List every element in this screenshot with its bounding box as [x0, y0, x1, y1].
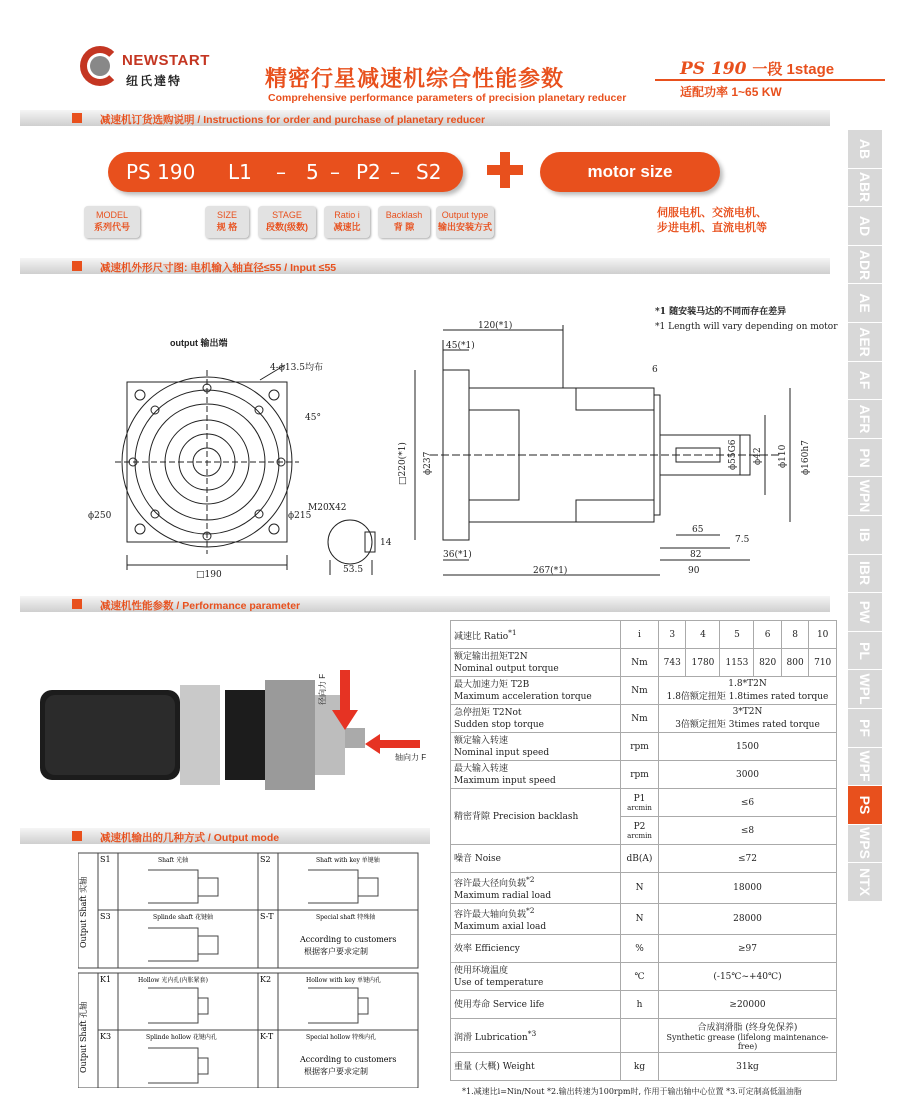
- dim-l267: 267(*1): [533, 566, 568, 576]
- radial-force-label: 径向力 F: [318, 673, 327, 705]
- motor-size-pill: motor size: [540, 152, 720, 192]
- product-photo: [40, 650, 440, 810]
- hollow-side-label: Output Shaft 孔轴: [79, 1001, 88, 1073]
- dim-holes: 4-ϕ13.5均布: [270, 363, 323, 373]
- dim-thread: M20X42: [308, 503, 347, 513]
- side-tab-label: WPS: [857, 827, 873, 860]
- dim-d220: □220(*1): [398, 442, 408, 485]
- side-tab-wpn[interactable]: [848, 477, 882, 516]
- side-tab-label: WPF: [857, 750, 873, 782]
- section-bar-order: [20, 110, 830, 126]
- page-title: 精密行星减速机综合性能参数: [265, 67, 565, 92]
- table-row: 使用寿命 Service life h ≥20000: [451, 991, 837, 1019]
- drawing-notes: *1 随安装马达的不同而存在差异 *1 Length will vary depending on motor: [655, 307, 838, 332]
- side-tab-label: AFR: [857, 404, 873, 434]
- output-mode-grid: [78, 848, 428, 1088]
- ratio-label: 减速比 Ratio$^{*1}$: [451, 621, 621, 649]
- label-stage: STAGE 段数(级数): [258, 206, 316, 238]
- code-k2: K2: [260, 975, 272, 984]
- section-title-dimension: 减速机外形尺寸图: 电机输入轴直径≤55 / Input ≤55: [100, 262, 337, 274]
- series-name: PS 190: [680, 59, 747, 79]
- brand-name-en: NEWSTART: [122, 52, 210, 69]
- side-tab-aer[interactable]: [848, 323, 882, 362]
- caption-s2: Shaft with key 单键轴: [316, 857, 380, 864]
- side-tab-label: AB: [857, 138, 873, 159]
- side-tab-afr[interactable]: [848, 400, 882, 439]
- side-tab-pw[interactable]: [848, 593, 882, 632]
- dimension-drawing: [0, 270, 840, 590]
- code-s2: S2: [260, 855, 271, 864]
- custom-cn: 根据客户要求定制: [304, 1067, 368, 1076]
- code-k3: K3: [100, 1032, 112, 1041]
- front-view: [115, 365, 375, 575]
- series-power: 适配功率 1~65 KW: [680, 85, 782, 99]
- caption-s3: Splinde shaft 花键轴: [153, 914, 214, 921]
- side-tab-label: AF: [857, 371, 873, 390]
- side-tab-pf[interactable]: [848, 709, 882, 748]
- side-tab-label: WPL: [857, 673, 873, 705]
- output-label: output 输出端: [170, 338, 228, 348]
- dim-k535: 53.5: [343, 565, 364, 575]
- model-part: PS 190: [126, 160, 196, 184]
- dim-d42: ϕ42: [753, 447, 763, 465]
- dim-d215: ϕ215: [288, 511, 312, 521]
- bullet-icon: [72, 599, 82, 609]
- side-tab-label: PS: [857, 795, 873, 815]
- caption-k3: Splinde hollow 花键内孔: [146, 1034, 217, 1041]
- dim-l36: 36(*1): [443, 550, 472, 560]
- plus-icon: [487, 152, 523, 188]
- side-tab-label: ADR: [857, 249, 873, 280]
- dim-l90: 90: [688, 566, 700, 576]
- table-row: 润滑 Lubrication$^{*3}$ 合成润滑脂 (终身免保养) Synthetic grease (lifelong maintenance-free): [451, 1019, 837, 1053]
- table-row: P2 arcmin ≤8: [451, 817, 837, 845]
- performance-table: 减速比 Ratio$^{*1}$ i 3 4 5 6 8 10 额定输出扭矩T2N Nominal output torque Nm 743 1780 1153 820 800 710 最大加速力矩 T2B Maximum acceleration torque Nm 1.8*T2N 1.8倍额定扭矩 1.8times rated torque 急停扭矩 T2Not Sudden stop torque Nm 3*T2N 3倍额定扭矩 3times rated torque 额定输入转速 Nominal input speed rpm 1500 最大输入转速 Maximum input speed rpm 3000 精密背隙 Precision backlash P1 arcmin ≤6 P2 arcmin ≤8 噪音 Noise dB(A) ≤72 容许最大径向负载$^{*2}$ Maximum radial load N 18000 容许最大轴向负载$^{*2}$ Maximum axial load N 28000 效率 Efficiency % ≥97 使用环境温度 Use of temperature ℃ (-15℃~+40℃) 使用寿命 Service life h ≥20000 润滑 Lubrication$^{*3}$ 合成润滑脂 (终身免保养) Synthetic grease (lifelong maintenance-free) 重量 (大概) Weight kg 31kg: [450, 620, 837, 1081]
- side-tab-pn[interactable]: [848, 439, 882, 478]
- side-tab-pl[interactable]: [848, 632, 882, 671]
- side-tab-ibr[interactable]: [848, 555, 882, 594]
- custom-cn: 根据客户要求定制: [304, 947, 368, 956]
- table-row: 额定输出扭矩T2N Nominal output torque Nm 743 1780 1153 820 800 710: [451, 649, 837, 677]
- side-tab-label: PW: [857, 600, 873, 624]
- table-row: 重量 (大概) Weight kg 31kg: [451, 1053, 837, 1081]
- model-part: 5: [306, 160, 319, 184]
- side-tab-ntx[interactable]: [848, 863, 882, 902]
- side-tab-label: AER: [857, 326, 873, 357]
- model-part: S2: [416, 160, 442, 184]
- side-tab-label: NTX: [857, 868, 873, 897]
- model-part: L1: [228, 160, 252, 184]
- series-title: [680, 58, 834, 79]
- table-row: 最大输入转速 Maximum input speed rpm 3000: [451, 761, 837, 789]
- dim-l120: 120(*1): [478, 321, 513, 331]
- dim-angle: 45°: [305, 413, 321, 423]
- side-tab-wpf[interactable]: [848, 748, 882, 787]
- table-row: 最大加速力矩 T2B Maximum acceleration torque Nm 1.8*T2N 1.8倍额定扭矩 1.8times rated torque: [451, 677, 837, 705]
- side-tab-label: AE: [857, 293, 873, 313]
- section-bar-output: [20, 828, 430, 844]
- series-side-tabs: [848, 130, 882, 902]
- section-title-output: 减速机输出的几种方式 / Output mode: [100, 832, 280, 844]
- model-part: –: [330, 160, 340, 184]
- side-tab-abr[interactable]: [848, 169, 882, 208]
- dim-d250: ϕ250: [88, 511, 112, 521]
- table-row: 急停扭矩 T2Not Sudden stop torque Nm 3*T2N 3倍额定扭矩 3times rated torque: [451, 705, 837, 733]
- side-tab-af[interactable]: [848, 362, 882, 401]
- dim-key: 14: [380, 538, 392, 548]
- label-size: SIZE 规 格: [205, 206, 249, 238]
- caption-st: Special shaft 特殊轴: [316, 914, 376, 921]
- motor-description: 伺服电机、交流电机、 步进电机、直流电机等: [657, 207, 767, 234]
- label-backlash: Backlash 背 隙: [378, 206, 430, 238]
- section-title-performance: 减速机性能参数 / Performance parameter: [100, 600, 301, 612]
- label-output-type: Output type 输出安装方式: [436, 206, 494, 238]
- section-bar-performance: [20, 596, 830, 612]
- series-stage: 一段 1stage: [752, 61, 835, 78]
- label-ratio: Ratio i 减速比: [324, 206, 370, 238]
- section-title-order: 减速机订货选购说明 / Instructions for order and purchase of planetary reducer: [100, 114, 486, 126]
- code-kt: K-T: [260, 1032, 274, 1041]
- side-tab-ps[interactable]: [848, 786, 882, 825]
- side-tab-ab[interactable]: [848, 130, 882, 169]
- dim-d55: ϕ55G6: [728, 439, 738, 470]
- side-tab-wpl[interactable]: [848, 670, 882, 709]
- logo-gear-icon: [90, 56, 110, 76]
- custom-en: According to customers: [300, 1055, 397, 1064]
- model-part: P2: [356, 160, 381, 184]
- side-tab-label: IBR: [857, 561, 873, 586]
- side-tab-ad[interactable]: [848, 207, 882, 246]
- dim-l6: 6: [652, 365, 658, 375]
- dim-l45: 45(*1): [446, 341, 475, 351]
- table-row: 额定输入转速 Nominal input speed rpm 1500: [451, 733, 837, 761]
- brand-logo: [80, 46, 220, 94]
- caption-s1: Shaft 光轴: [158, 857, 189, 864]
- dim-l82: 82: [690, 550, 702, 560]
- bullet-icon: [72, 113, 82, 123]
- dim-d110: ϕ110: [778, 444, 788, 468]
- side-tab-label: IB: [857, 527, 873, 542]
- table-row: 容许最大径向负载$^{*2}$ Maximum radial load N 18000: [451, 873, 837, 904]
- side-tab-label: ABR: [857, 172, 873, 203]
- model-part: –: [276, 160, 286, 184]
- code-k1: K1: [100, 975, 112, 984]
- side-tab-ib[interactable]: [848, 516, 882, 555]
- axial-force-label: 轴向力 F: [395, 753, 427, 762]
- series-divider: [655, 79, 885, 81]
- side-tab-label: PF: [857, 718, 873, 737]
- table-row: 精密背隙 Precision backlash P1 arcmin ≤6: [451, 789, 837, 817]
- side-tab-ae[interactable]: [848, 284, 882, 323]
- bullet-icon: [72, 831, 82, 841]
- custom-en: According to customers: [300, 935, 397, 944]
- side-tab-adr[interactable]: [848, 246, 882, 285]
- table-row: 容许最大轴向负载$^{*2}$ Maximum axial load N 28000: [451, 904, 837, 935]
- shaft-side-label: Output Shaft 实轴: [79, 876, 88, 948]
- caption-k2: Hollow with key 单键内孔: [306, 977, 382, 984]
- dim-l75: 7.5: [735, 535, 750, 545]
- side-tab-label: AD: [857, 215, 873, 237]
- model-part: –: [390, 160, 400, 184]
- side-tab-label: WPN: [857, 479, 873, 513]
- dim-sq190: □190: [196, 570, 222, 580]
- side-tab-label: PN: [857, 447, 873, 468]
- table-row: 效率 Efficiency % ≥97: [451, 935, 837, 963]
- dim-d237: ϕ237: [423, 451, 433, 475]
- dim-l65: 65: [692, 525, 704, 535]
- model-code-pill: [108, 152, 463, 192]
- code-s3: S3: [100, 912, 111, 921]
- caption-kt: Special hollow 特殊内孔: [306, 1034, 377, 1041]
- table-row: 使用环境温度 Use of temperature ℃ (-15℃~+40℃): [451, 963, 837, 991]
- brand-name-cn: 纽氏達特: [126, 74, 183, 88]
- code-st: S-T: [260, 912, 274, 921]
- table-row: 噪音 Noise dB(A) ≤72: [451, 845, 837, 873]
- side-tab-label: PL: [857, 641, 873, 660]
- table-footnote: *1.减速比i=Nin/Nout *2.输出转速为100rpm时, 作用于输出轴中心位置 *3.可定制高低温油脂: [462, 1087, 802, 1096]
- code-s1: S1: [100, 855, 111, 864]
- page-subtitle: Comprehensive performance parameters of precision planetary reducer: [268, 92, 627, 104]
- label-model: MODEL 系列代号: [84, 206, 140, 238]
- caption-k1: Hollow 光内孔(内胀紧套): [138, 977, 209, 984]
- side-tab-wps[interactable]: [848, 825, 882, 864]
- dim-d160: ϕ160h7: [801, 440, 811, 475]
- axial-arrow-icon: [365, 734, 420, 754]
